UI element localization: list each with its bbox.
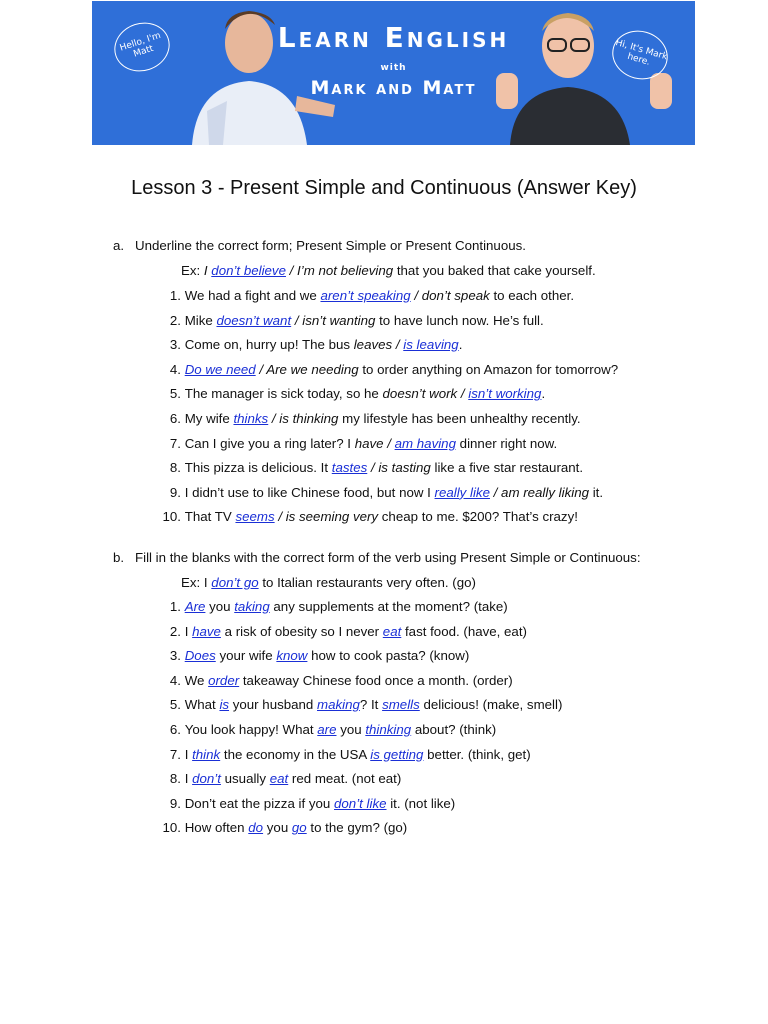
item-text-part: What: [184, 697, 220, 713]
item-answer: Are: [184, 599, 206, 614]
item-suffix: to order anything on Amazon for tomorrow?: [358, 361, 619, 377]
item-answer: doesn’t want: [216, 312, 292, 328]
item-distractor: / is thinking: [268, 411, 339, 426]
list-item: [150, 288, 574, 303]
section-a-header: [113, 238, 526, 253]
item-answer: think: [192, 746, 221, 762]
item-text: [181, 599, 508, 614]
item-text-part: We: [184, 672, 209, 688]
item-prefix: I didn’t use to like Chinese food, but now I: [184, 484, 435, 500]
item-text: [181, 673, 513, 688]
item-suffix: .: [541, 386, 546, 402]
list-item: [150, 509, 578, 524]
item-prefix: This pizza is delicious. It: [184, 460, 332, 476]
item-text-part: you: [336, 722, 366, 737]
item-text-part: usually: [220, 771, 270, 787]
item-text-part: I: [184, 771, 193, 787]
section-b-header: [113, 550, 641, 565]
list-item: [150, 771, 401, 786]
list-item: [150, 747, 531, 762]
list-item: [150, 460, 583, 475]
section-a-instruction: Underline the correct form; Present Simple or Present Continuous.: [135, 238, 526, 253]
item-text-part: You look happy! What: [184, 722, 318, 737]
item-number: 5.: [169, 697, 181, 713]
page-title: Lesson 3 - Present Simple and Continuous (Answer Key): [131, 177, 637, 199]
item-answer: order: [208, 672, 240, 688]
item-text: [181, 796, 455, 811]
item-distractor: leaves /: [353, 337, 404, 353]
item-text-part: Don’t eat the pizza if you: [184, 795, 335, 811]
item-number: 4.: [169, 361, 181, 377]
example-answer: don’t believe: [211, 263, 286, 278]
list-item: [150, 337, 462, 352]
item-text: [181, 820, 407, 835]
item-answer: seems: [235, 509, 275, 525]
item-answer: tastes: [331, 460, 368, 476]
item-answer: thinks: [233, 411, 269, 426]
item-answer: really like: [434, 484, 490, 500]
item-text: [181, 648, 469, 663]
example-prefix: Ex:: [181, 263, 204, 278]
item-answer: Do we need: [184, 361, 256, 377]
banner-with: with: [380, 63, 407, 73]
example-tail: to Italian restaurants very often. (go): [258, 575, 476, 590]
item-text: [181, 337, 462, 352]
list-item: [150, 820, 407, 835]
item-text-part: your wife: [215, 648, 277, 664]
banner-subtitle: Mark and Matt: [310, 77, 477, 99]
list-item: [150, 485, 603, 500]
item-distractor: doesn’t work /: [382, 386, 469, 402]
item-distractor: / Are we needing: [255, 361, 359, 377]
item-text-part: about? (think): [411, 722, 497, 737]
item-suffix: dinner right now.: [455, 435, 558, 451]
item-text: [181, 509, 578, 524]
item-text: [181, 722, 496, 737]
item-answer: taking: [234, 599, 270, 614]
item-text-part: How often: [184, 820, 249, 836]
item-text-part: it. (not like): [386, 795, 456, 811]
item-number: 3.: [169, 648, 181, 664]
item-answer: are: [317, 722, 337, 737]
item-number: 3.: [169, 337, 181, 353]
item-text: [181, 313, 544, 328]
item-distractor: / am really liking: [489, 484, 589, 500]
item-text-part: a risk of obesity so I never: [220, 623, 383, 639]
example-distractor: / I’m not believing: [285, 263, 394, 278]
item-suffix: cheap to me. $200? That’s crazy!: [378, 509, 578, 525]
list-item: [150, 648, 469, 663]
item-number: 7.: [169, 435, 181, 451]
item-number: 6.: [169, 411, 181, 426]
item-distractor: / don’t speak: [410, 288, 490, 303]
item-number: 10.: [162, 509, 181, 525]
item-text-part: the economy in the USA: [220, 746, 371, 762]
item-distractor: / isn’t wanting: [291, 312, 376, 328]
item-prefix: We had a fight and we: [184, 288, 321, 303]
section-b-instruction: Fill in the blanks with the correct form of the verb using Present Simple or Continuous:: [135, 550, 641, 565]
item-prefix: The manager is sick today, so he: [184, 386, 383, 402]
item-text-part: how to cook pasta? (know): [307, 648, 470, 664]
item-suffix: my lifestyle has been unhealthy recently.: [338, 411, 581, 426]
item-text-part: better. (think, get): [423, 746, 531, 762]
item-text: [181, 747, 531, 762]
item-answer: go: [291, 820, 307, 836]
item-number: 1.: [169, 288, 181, 303]
section-b-example: [181, 575, 476, 590]
item-text: [181, 624, 527, 639]
item-suffix: to each other.: [489, 288, 575, 303]
list-item: [150, 411, 581, 426]
speech-bubble-right: Hi, It's Mark here.: [606, 24, 673, 86]
item-suffix: .: [458, 337, 463, 353]
list-item: [150, 313, 544, 328]
list-item: [150, 697, 562, 712]
item-answer: don’t like: [334, 795, 387, 811]
item-answer: Does: [184, 648, 216, 664]
item-number: 6.: [169, 722, 181, 737]
item-answer: is getting: [370, 746, 424, 762]
list-item: [150, 386, 545, 401]
section-a-marker: a.: [113, 238, 125, 253]
item-number: 8.: [169, 460, 181, 476]
item-answer: don’t: [192, 771, 221, 787]
section-b-marker: b.: [113, 550, 125, 565]
item-text: [181, 697, 562, 712]
item-text: [181, 436, 557, 451]
item-answer: smells: [382, 697, 420, 713]
item-text: [181, 771, 401, 786]
list-item: [150, 796, 455, 811]
speech-bubble-left: Hello, I'm Matt: [108, 16, 176, 79]
item-text: [181, 386, 545, 401]
item-answer: making: [317, 697, 360, 713]
list-item: [150, 624, 527, 639]
item-number: 7.: [169, 746, 181, 762]
item-text-part: to the gym? (go): [306, 820, 408, 836]
section-a-example: [181, 263, 596, 278]
item-answer: do: [248, 820, 264, 836]
item-answer: eat: [269, 771, 289, 787]
item-prefix: Come on, hurry up! The bus: [184, 337, 354, 353]
item-prefix: That TV: [184, 509, 236, 525]
item-suffix: to have lunch now. He’s full.: [375, 312, 544, 328]
item-number: 9.: [169, 484, 181, 500]
item-distractor: / is tasting: [367, 460, 431, 476]
item-text: [181, 288, 574, 303]
item-answer: is leaving: [403, 337, 459, 353]
list-item: [150, 673, 513, 688]
item-text-part: delicious! (make, smell): [419, 697, 563, 713]
item-text: [181, 485, 603, 500]
item-answer: eat: [382, 623, 402, 639]
item-text-part: you: [263, 820, 292, 836]
item-prefix: My wife: [184, 411, 234, 426]
item-number: 9.: [169, 795, 181, 811]
list-item: [150, 362, 618, 377]
item-number: 10.: [162, 820, 181, 836]
example-tail: that you baked that cake yourself.: [393, 263, 596, 278]
item-text: [181, 460, 583, 475]
example-pronoun: I: [203, 263, 212, 278]
item-answer: is: [219, 697, 230, 713]
banner-title: Learn English: [277, 21, 510, 54]
item-text-part: any supplements at the moment? (take): [269, 599, 508, 614]
item-suffix: it.: [589, 484, 604, 500]
item-answer: aren’t speaking: [320, 288, 411, 303]
item-text-part: ? It: [359, 697, 383, 713]
header-banner: [92, 1, 695, 145]
item-suffix: like a five star restaurant.: [430, 460, 584, 476]
example-prefix: Ex: I: [181, 575, 212, 590]
item-prefix: Mike: [184, 312, 217, 328]
list-item: [150, 599, 508, 614]
item-text-part: takeaway Chinese food once a month. (order): [239, 672, 513, 688]
list-item: [150, 436, 557, 451]
item-text-part: I: [184, 746, 193, 762]
item-text: [181, 411, 581, 426]
item-answer: am having: [394, 435, 456, 451]
item-prefix: Can I give you a ring later? I: [184, 435, 355, 451]
item-text-part: I: [184, 623, 193, 639]
item-text-part: your husband: [229, 697, 318, 713]
item-number: 8.: [169, 771, 181, 787]
item-answer: have: [192, 623, 221, 639]
item-number: 2.: [169, 312, 181, 328]
item-answer: thinking: [365, 722, 412, 737]
item-answer: know: [276, 648, 308, 664]
list-item: [150, 722, 496, 737]
item-text-part: you: [205, 599, 235, 614]
item-distractor: / is seeming very: [274, 509, 379, 525]
item-answer: isn’t working: [468, 386, 542, 402]
item-number: 2.: [169, 623, 181, 639]
item-number: 5.: [169, 386, 181, 402]
item-number: 4.: [169, 672, 181, 688]
item-text: [181, 362, 618, 377]
item-text-part: fast food. (have, eat): [401, 623, 527, 639]
item-distractor: have /: [354, 435, 395, 451]
item-number: 1.: [169, 599, 181, 614]
item-text-part: red meat. (not eat): [288, 771, 402, 787]
example-answer: don’t go: [211, 575, 259, 590]
